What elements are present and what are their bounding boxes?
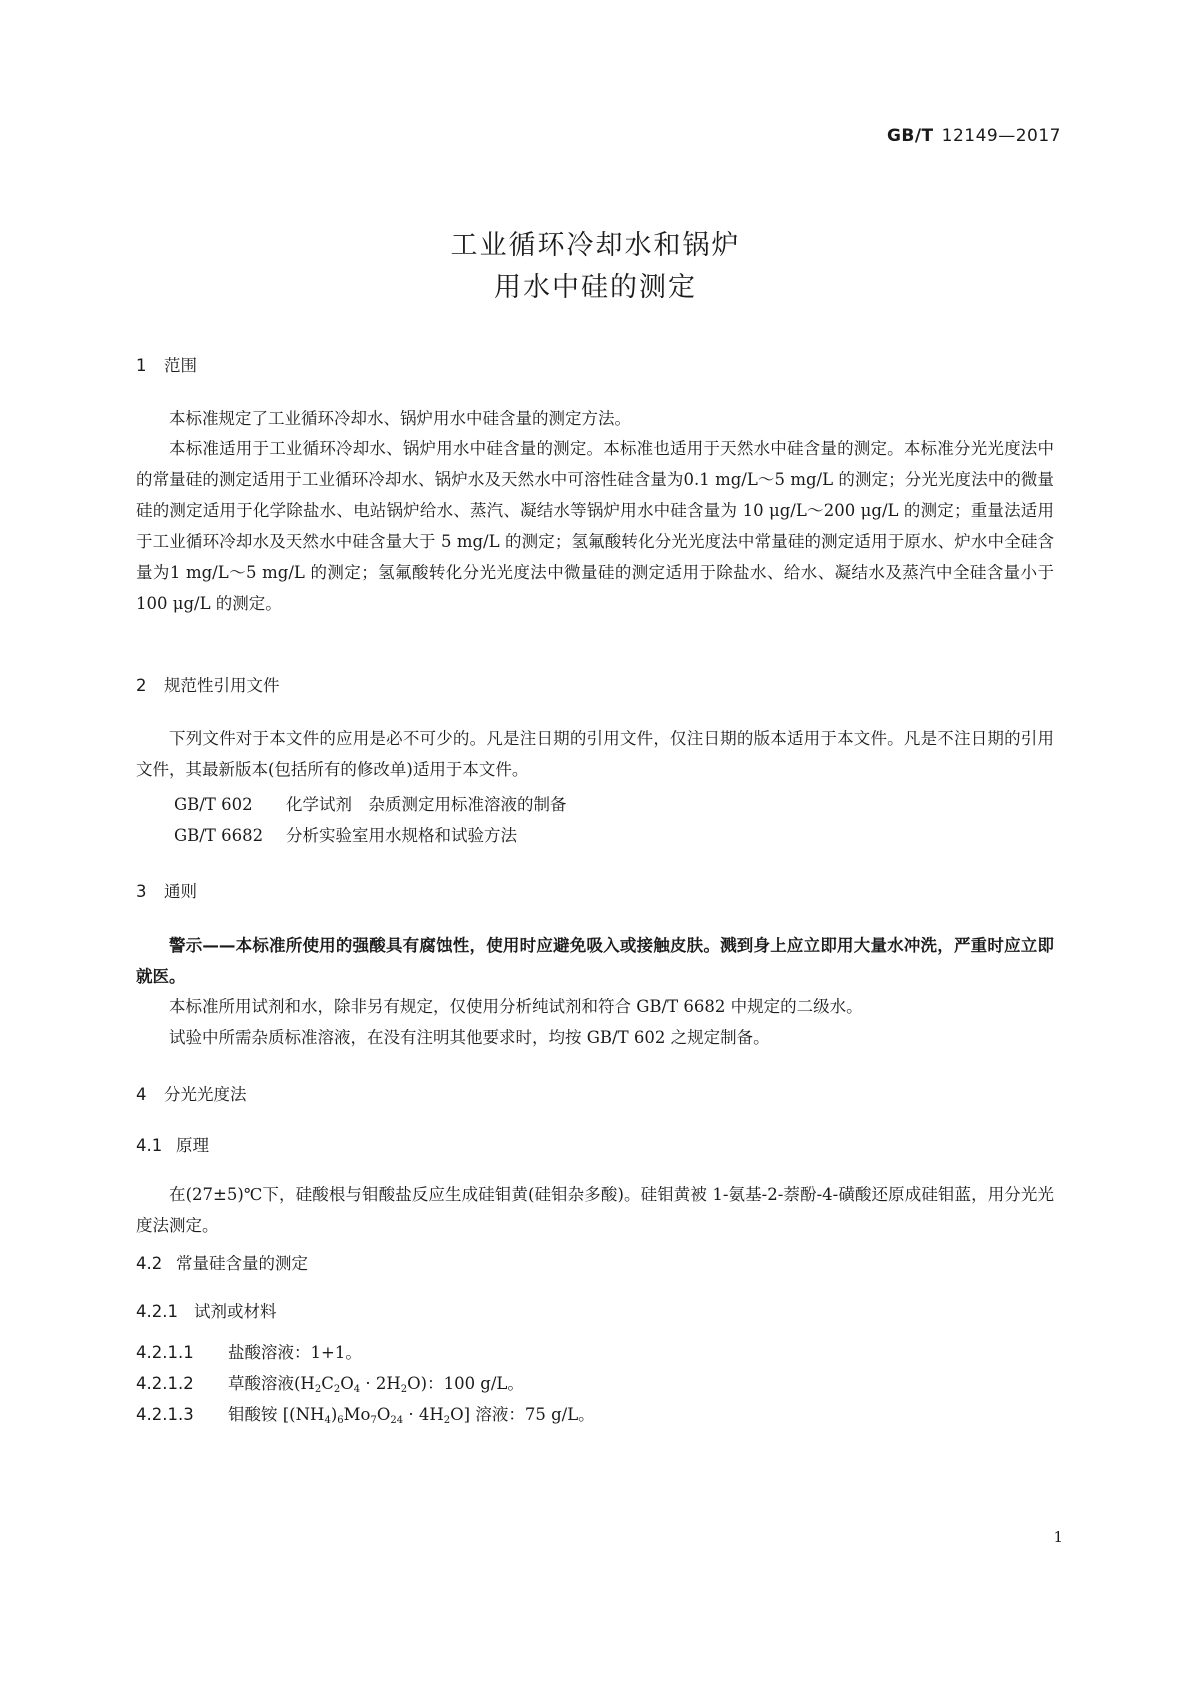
standard-prefix: GB/T — [886, 126, 934, 146]
warning-paragraph: 警示——本标准所使用的强酸具有腐蚀性，使用时应避免吸入或接触皮肤。溅到身上应立即用大量水冲洗，严重时应立即就医。 — [136, 936, 1054, 986]
section-3-para-2: 试验中所需杂质标准溶液，在没有注明其他要求时，均按 GB/T 602 之规定制备。 — [169, 1028, 770, 1047]
section-3-heading: 3 通则 — [136, 882, 197, 901]
section-4-heading: 4 分光光度法 — [136, 1085, 247, 1104]
section-4-1-para-1: 在(27±5)℃下，硅酸根与钼酸盐反应生成硅钼黄(硅钼杂多酸)。硅钼黄被 1-氨基-2-萘酚-4-磺酸还原成硅钼蓝，用分光光度法测定。 — [136, 1185, 1054, 1235]
section-4-2-heading: 4.2 常量硅含量的测定 — [136, 1254, 308, 1273]
section-1-para-2: 本标准适用于工业循环冷却水、锅炉用水中硅含量的测定。本标准也适用于天然水中硅含量的测定。本标准分光光度法中的常量硅的测定适用于工业循环冷却水、锅炉水及天然水中可溶性硅含量为0.1 mg/L～5 mg/L 的测定；分光光度法中的微量硅的测定适用于化学除盐水、电站锅炉给水、蒸汽、凝结水等锅炉用水中硅含量为 10 μg/L～200 μg/L 的测定；重量法适用于工业循环冷却水及天然水中硅含量大于 5 mg/L 的测定；氢氟酸转化分光光度法中常量硅的测定适用于原水、炉水中全硅含量为1 mg/L～5 mg/L 的测定；氢氟酸转化分光光度法中微量硅的测定适用于除盐水、给水、凝结水及蒸汽中全硅含量小于 100 μg/L 的测定。 — [136, 439, 1054, 613]
section-3-para-1: 本标准所用试剂和水，除非另有规定，仅使用分析纯试剂和符合 GB/T 6682 中规定的二级水。 — [169, 997, 863, 1016]
reagent-item: 4.2.1.2 草酸溶液$(H_2C_2O_4 \cdot 2H_2O)$：100 g/L。 — [136, 1374, 524, 1395]
standard-code — [887, 126, 1061, 146]
reagent-item: 4.2.1.1 盐酸溶液：1+1。 — [136, 1343, 362, 1362]
reagent-item: 4.2.1.3 钼酸铵 $[(NH_4)_6Mo_7O_{24} \cdot 4H_2O]$ 溶液：75 g/L。 — [136, 1405, 595, 1426]
reference-item: GB/T 6682 分析实验室用水规格和试验方法 — [174, 826, 517, 845]
section-2-heading: 2 规范性引用文件 — [136, 676, 280, 695]
section-4-1-heading: 4.1 原理 — [136, 1136, 209, 1155]
title-line-1: 工业循环冷却水和锅炉 — [450, 230, 741, 261]
title-line-2: 用水中硅的测定 — [494, 272, 697, 303]
standard-number: 12149—2017 — [941, 126, 1061, 146]
section-1-heading: 1 范围 — [136, 356, 197, 375]
reference-item: GB/T 602 化学试剂 杂质测定用标准溶液的制备 — [174, 795, 567, 814]
section-4-2-1-heading: 4.2.1 试剂或材料 — [136, 1302, 277, 1321]
page-number: 1 — [1053, 1528, 1063, 1546]
document-title — [0, 225, 1191, 309]
section-2-para-1: 下列文件对于本文件的应用是必不可少的。凡是注日期的引用文件，仅注日期的版本适用于本文件。凡是不注日期的引用文件，其最新版本(包括所有的修改单)适用于本文件。 — [136, 729, 1054, 779]
section-1-para-1: 本标准规定了工业循环冷却水、锅炉用水中硅含量的测定方法。 — [169, 409, 631, 428]
